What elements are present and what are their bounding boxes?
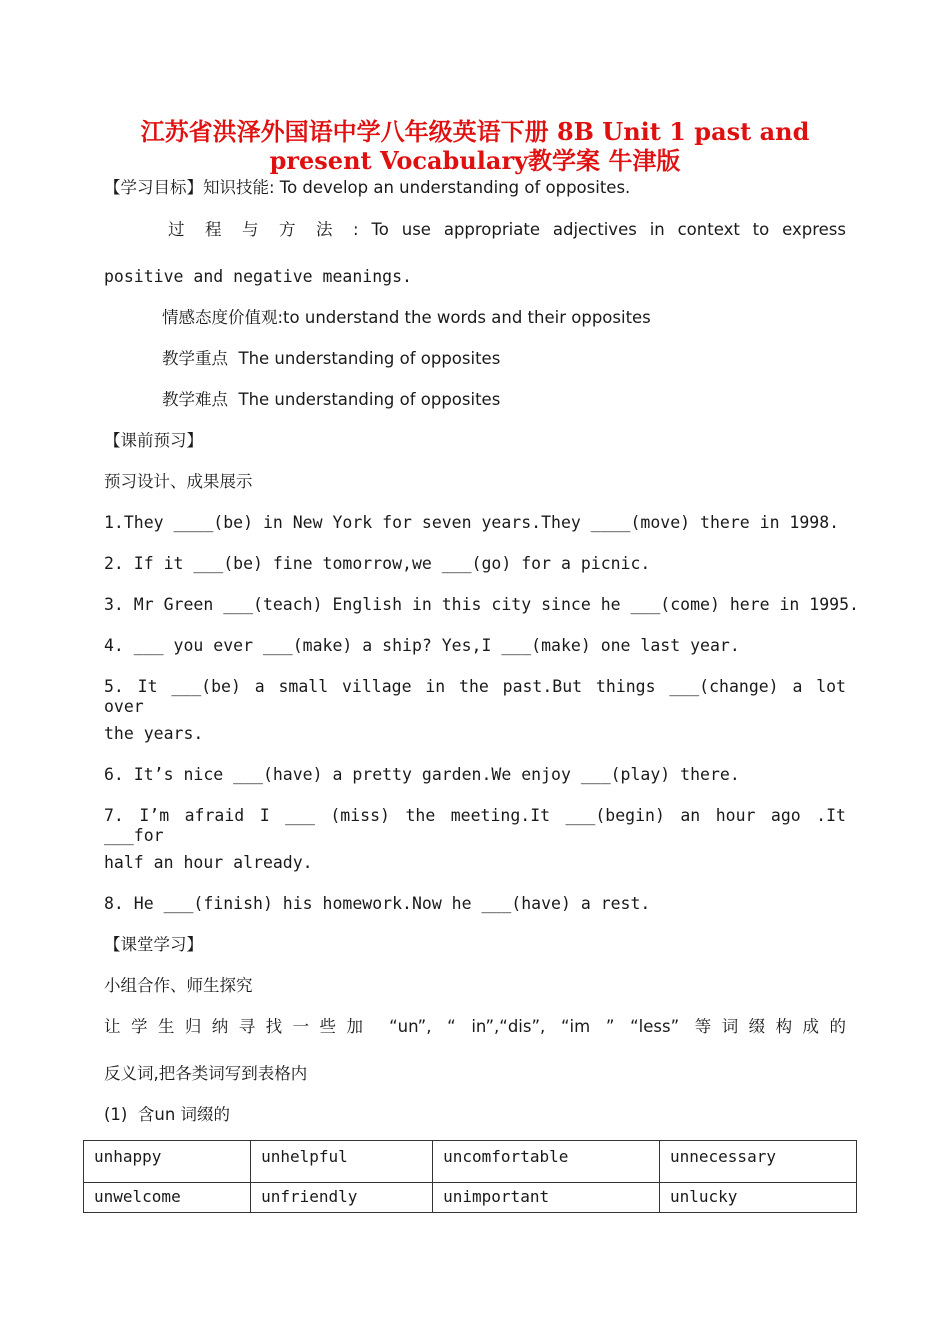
objectives-process-line-1: 过 程 与 方 法 : To use appropriate adjectives in context to express — [168, 220, 846, 239]
exercise-item: 5. It ___(be) a small village in the past.But things ___(change) a lot over — [104, 677, 846, 716]
exercise-item: 4. ___ you ever ___(make) a ship? Yes,I ___(make) one last year. — [104, 636, 740, 655]
table-row — [84, 1141, 857, 1183]
document-title-line-1: 江苏省洪泽外国语中学八年级英语下册 8B Unit 1 past and — [140, 117, 810, 146]
table-cell: unhelpful — [251, 1141, 433, 1183]
table-cell: unhappy — [84, 1141, 251, 1183]
objectives-header: 【学习目标】知识技能: To develop an understanding of opposites. — [104, 178, 631, 197]
exercise-item: 8. He ___(finish) his homework.Now he ___(have) a rest. — [104, 894, 651, 913]
table-cell: unlucky — [660, 1183, 857, 1213]
objectives-process-line-2: positive and negative meanings. — [104, 267, 412, 286]
classroom-instruction-line-1: 让学生归纳寻找一些加 “un”, “ in”,“dis”, “im ” “less” 等词缀构成的 — [104, 1017, 846, 1036]
objectives-focus: 教学重点 The understanding of opposites — [162, 349, 501, 368]
exercise-item: 3. Mr Green ___(teach) English in this city since he ___(come) here in 1995. — [104, 595, 859, 614]
exercise-item: 1.They ____(be) in New York for seven years.They ____(move) there in 1998. — [104, 513, 840, 532]
preview-header: 【课前预习】 — [104, 431, 203, 450]
opposites-table — [83, 1140, 857, 1213]
exercise-item: 2. If it ___(be) fine tomorrow,we ___(go) for a picnic. — [104, 554, 651, 573]
table-cell: uncomfortable — [433, 1141, 660, 1183]
classroom-subheader: 小组合作、师生探究 — [104, 976, 253, 995]
document-title-line-2: present Vocabulary教学案 牛津版 — [269, 146, 681, 175]
exercise-item: 7. I’m afraid I ___ (miss) the meeting.It ___(begin) an hour ago .It ___for — [104, 806, 846, 845]
classroom-instruction-line-2: 反义词,把各类词写到表格内 — [104, 1064, 308, 1083]
table-cell: unwelcome — [84, 1183, 251, 1213]
section-1-label: (1) 含un 词缀的 — [104, 1105, 231, 1124]
objectives-difficulty: 教学难点 The understanding of opposites — [162, 390, 501, 409]
exercise-item: 6. It’s nice ___(have) a pretty garden.We enjoy ___(play) there. — [104, 765, 740, 784]
preview-subheader: 预习设计、成果展示 — [104, 472, 253, 491]
exercise-item-continuation: half an hour already. — [104, 853, 313, 872]
table-cell: unimportant — [433, 1183, 660, 1213]
objectives-emotion: 情感态度价值观:to understand the words and their opposites — [162, 308, 651, 327]
exercise-item-continuation: the years. — [104, 724, 204, 743]
classroom-header: 【课堂学习】 — [104, 935, 203, 954]
table-row — [84, 1183, 857, 1213]
table-cell: unfriendly — [251, 1183, 433, 1213]
table-cell: unnecessary — [660, 1141, 857, 1183]
